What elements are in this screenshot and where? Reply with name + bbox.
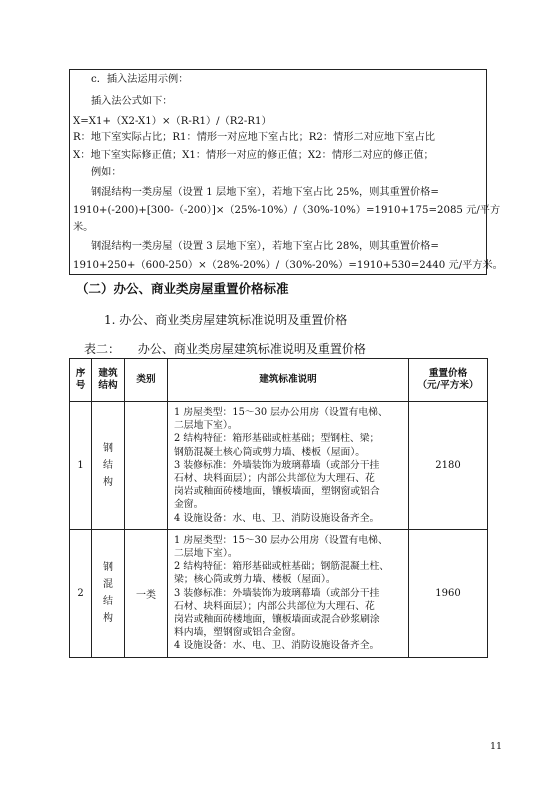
row-price: 2180 — [409, 402, 488, 530]
row-description — [168, 529, 409, 657]
description-line: 石材、块料面层）；内部公共部位为大理石、花 — [174, 473, 375, 485]
box-line-11: 1910+250+（600-250）×（28%-20%）/（30%-20%）=1910+530=2440 元/平方米。 — [73, 260, 503, 271]
row-price: 1960 — [409, 529, 488, 657]
subsection-heading: 1. 办公、商业类房屋建筑标准说明及重置价格 — [104, 313, 348, 327]
table-header-row — [70, 359, 488, 402]
table-caption-title: 办公、商业类房屋建筑标准说明及重置价格 — [137, 342, 366, 356]
table-row — [70, 529, 488, 657]
box-line-6: 例如： — [91, 167, 122, 178]
row-category: 一类 — [125, 529, 168, 657]
table-caption — [84, 340, 366, 357]
box-line-2: 插入法公式如下： — [91, 96, 173, 107]
row-structure: 钢 结 构 — [92, 402, 125, 530]
header-category: 类别 — [125, 359, 168, 402]
row-no: 1 — [70, 402, 92, 530]
header-structure: 建筑 结构 — [92, 359, 125, 402]
description-line: 3 装修标准：外墙装饰为玻璃幕墙（或部分干挂 — [174, 459, 380, 471]
row-category — [125, 402, 168, 530]
box-line-1: c．插入法运用示例： — [91, 74, 189, 85]
description-line: 石材、块料面层）；内部公共部位为大理石、花 — [174, 600, 375, 612]
interpolation-example-box — [69, 69, 503, 275]
header-price: 重置价格 （元/平方米） — [409, 359, 488, 402]
description-line: 钢筋混凝土核心筒或剪力墙、楼板（屋面）。 — [174, 446, 366, 458]
row-no: 2 — [70, 529, 92, 657]
box-line-7: 钢混结构一类房屋（设置 1 层地下室），若地下室占比 25%，则其重置价格= — [91, 187, 439, 198]
section-heading: （二）办公、商业类房屋重置价格标准 — [76, 281, 289, 296]
description-line: 1 房屋类型：15～30 层办公用房（设置有电梯、 — [174, 534, 388, 546]
description-line: 金窗。 — [174, 499, 204, 511]
header-description: 建筑标准说明 — [168, 359, 409, 402]
box-line-9: 米。 — [73, 222, 94, 233]
description-line: 岗岩或釉面砖楼地面，镶板墙面或混合砂浆刷涂 — [174, 614, 380, 626]
page-number: 11 — [490, 741, 503, 752]
row-structure: 钢 混 结 构 — [92, 529, 125, 657]
description-line: 4 设施设备：水、电、卫、消防设施设备齐全。 — [174, 512, 380, 524]
description-line: 梁；核心筒或剪力墙、楼板（屋面）。 — [174, 574, 336, 586]
price-standard-table — [69, 358, 488, 658]
table-row — [70, 402, 488, 530]
description-line: 3 装修标准：外墙装饰为玻璃幕墙（或部分干挂 — [174, 587, 380, 599]
box-line-4: R：地下室实际占比；R1：情形一对应地下室占比；R2：情形二对应地下室占比 — [73, 132, 435, 143]
table-caption-label: 表二： — [84, 342, 121, 356]
box-line-5: X：地下室实际修正值；X1：情形一对应的修正值；X2：情形二对应的修正值； — [73, 150, 434, 161]
description-line: 岗岩或釉面砖楼地面，镶板墙面，塑钢窗或铝合 — [174, 486, 380, 498]
header-no: 序 号 — [70, 359, 92, 402]
row-description — [168, 402, 409, 530]
description-line: 2 结构特征：箱形基础或桩基础；型钢柱、梁； — [174, 433, 380, 445]
description-line: 二层地下室）。 — [174, 548, 238, 560]
description-line: 1 房屋类型：15～30 层办公用房（设置有电梯、 — [174, 407, 388, 418]
description-line: 二层地下室）。 — [174, 420, 238, 432]
box-line-3: X=X1+（X2-X1）×（R-R1）/（R2-R1） — [73, 116, 272, 127]
box-line-10: 钢混结构一类房屋（设置 3 层地下室），若地下室占比 28%，则其重置价格= — [91, 241, 439, 252]
description-line: 2 结构特征：箱形基础或桩基础；钢筋混凝土柱、 — [174, 561, 390, 573]
box-line-8: 1910+(-200)+[300-（-200）]×（25%-10%）/（30%-10%）=1910+175=2085 元/平方 — [73, 205, 501, 216]
description-line: 4 设施设备：水、电、卫、消防设施设备齐全。 — [174, 640, 380, 652]
description-line: 料内墙，塑钢窗或铝合金窗。 — [174, 627, 302, 639]
